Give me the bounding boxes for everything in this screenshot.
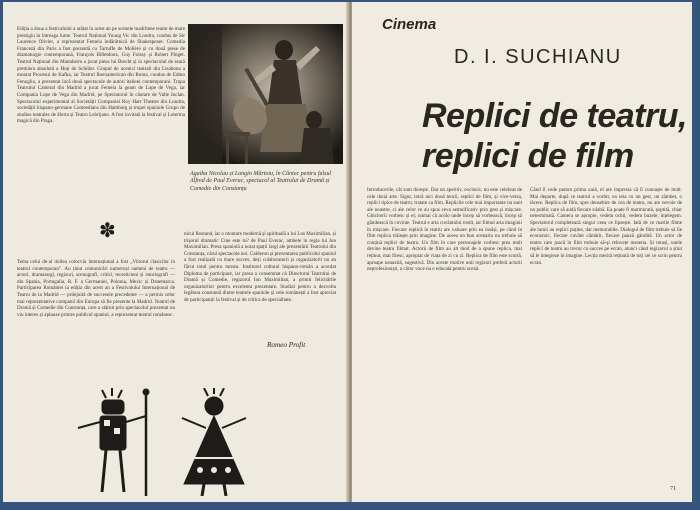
photo-caption: Agatha Nicolau și Longin Mărtoiu, în Cântec pentru falsul Alfred de Paul Everac, spectacol al Teatrului de Dramă și Comedie din Constanța [190,171,332,192]
page-number: 71 [670,486,676,492]
folk-figures-illustration [28,388,278,496]
article-title-line1: Replici de teatru, [422,97,687,135]
left-col1-bottom-text: Tema celui de-al doilea colocviu internațional a fost „Viitorul clasicilor în teatrul contemporan". Au ținut comunicări numeroși oameni de teatru — actori, dramaturgi, regizori, scenografi, critici, teoreticieni și istoriografi — din Spania, Portugalia, R. F. a Germaniei, Polonia, Mexic și Danemarca. Participarea României la ediția din acest an a Festivalului Internațional de Teatru de la Madrid — prilejuită de succesele precedente — a permis celor mai reprezentative companii din Europa să fie prezente la Madrid. Teatrul de Dramă și Comedie din Constanța, care a stârnit prin spectacolul prezentat un viu interes și aplauze printre publicul spaniol, a reprezentat teatrul românesc. [17,259,175,318]
article-title-line2: replici de film [422,137,634,175]
left-col2-text: nicul Rostand, iar o montare modernă și spirituală a lui Los Maximilian, și trișorul dramatic Cine este tu? de Paul Everac, ambele în regia lui Ion Maximilian. Presa spaniolă a notat spații largi ale prezentării Teatrului din Constanța, cărui spectacole noi. Calderon și prezentarea publicului spaniol a fost realizată cu mare succes, deși colaboratorii și organizatorii nu au făcut totul pentru turneu. Institutul cultural hispano-român a acordat Diploma de participare, iar presa a consemnat că Directorul Teatrului de Dramă și Comedie, regizorul Ion Maximilian, a primit felicitările organizatorilor pentru excelenta prezentare. Studiul pentru a dezvolta legătura constantă dintre teatrele spaniole și cele românești a fost apreciat de participanții la festival și de critica de specialitate. [184,231,336,303]
left-col1-top-text: Ediția a doua a festivalului a arătat în acest an pe scenele madrilene teatre de mare prestigiu în întreaga lume. Teatrul Național Young Vic din Londra, condus de Sir Laurence Olivier, a reprezentat Femeia îndărătnică de Shakespeare. Comedia Franceză din Paris a fost prezentă cu Tartuffe de Molière și cu două piese de dramaturgie contemporană, François Billetdoux, Guy Foissy și Robert Pinget. Teatrul Național din Mannheim a jucat piesa lui Brecht și în spectacolul de seară premiera absolută a Hoți de Schiller. Grupul de ucenici teatrali din Lisabona a montat Procesul de Kafka, iar Teatrul Iberoamerican din Roma, condus de Edmo Fenoglio, a prezentat încă două spectacole de autori italieni contemporani. Trupa Teatrului Cameral din Madrid a jucat Femeia la geam de Lope de Vega, iar Compania Lope de Vega din Madrid, pe Spectatorul în căutare de Valle Inclan. Spectacolul experimental al Societății Companiei Roy Hart Theatre din Londra, societății hispano-germane Comeedians din Hamburg și trupei spaniole Grupo de studios teatrales de Horta și Teatro Lebrijano. A fost invitată la festival și Loterma magică din Praga. [17,26,185,125]
author-name: D. I. SUCHIANU [454,46,622,68]
section-ornament: ✽ [99,220,116,242]
section-kicker: Cinema [382,16,437,33]
right-col1-text: Introducerile, cât sunt dorește. Dar un aperitiv, exclusiv, nu este celebrat de cele două arte. Sigur, intră aici două teorii, replici de film, și vice-versa, replici tipice de teatru, tratate ca film. Replicile cele mai importante nu sunt ale noastre, ci ale celor ce au spus ceva semnificativ prin gest și mișcare. Ghicitorii vorbesc și ei; numai că acolo unde încep să vorbească, încep să gândească în cuvinte. Teatrul e arta cuvântului rostit, iar filmul arta imaginii în mișcare. Fiecare replică în teatru are valoare prin ea însăși, pe când în film replica trăiește prin imagine. De aceea un bun scenariu nu trebuie să conțină replici de teatru. Un film în care personajele vorbesc prea mult devine teatru filmat. Actorii de film au alt mod de a spune replica, mai reținut, mai firesc, apropiat de viața de zi cu zi. Replica de film este scurtă, aproape neauzită, sugestivă. Din aceste motive unii regizori preferă actorii neprofesioniști, a căror voce nu e educată pentru scenă. [367,187,522,273]
right-page [352,2,692,502]
left-page [3,2,348,502]
article-signature: Romeo Profit [267,341,306,349]
right-col2-text: Când îl vede pentru prima oară, el are impresia că îl cunoaște de mult. Mai departe, după ce teatrul a vorbit, ea reia cu un gest, un zâmbet, o tăcere. Replica de film, spre deosebire de cea de teatru, nu are nevoie de un public care să audă fiecare silabă. Ea poate fi murmurată, șoptită, chiar neterminată. Camera se apropie, vedem ochii, vedem buzele, înțelegem. Spectatorul completează singur ceea ce lipsește. Iată de ce marile filme ale lumii au replici puține, dar memorabile. Dialogul de film trebuie să fie economic, fiecare cuvânt cântărit, fiecare pauză gândită. Un actor de teatru care joacă în film trebuie să-și reînvețe meseria. Și totuși, unele replici de teatru au trecut cu succes pe ecran, atunci când regizorul a știut să le integreze în imagine. Lecția merită reținută de toți cei ce scriu pentru ecran. [530,187,682,266]
theatre-photo [188,24,343,164]
